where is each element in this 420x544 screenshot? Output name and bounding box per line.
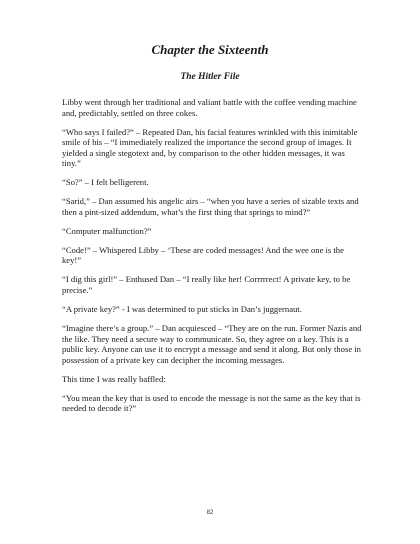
paragraph: “Code!” – Whispered Libby – ‘These are coded messages! And the wee one is the key!” [62, 244, 344, 266]
section-title: The Hitler File [180, 72, 240, 82]
chapter-title: Chapter the Sixteenth [151, 42, 269, 57]
paragraph: “Sarid,” – Dan assumed his angelic airs – “when you have a series of sizable texts and then a pint-sized addendum, what’s the first thing that springs to mind?” [62, 196, 359, 217]
paragraph: “Computer malfunction?” [62, 225, 152, 236]
paragraph: “I dig this girl!” – Enthused Dan – “I really like her! Corrrrrect! A private key, to be precise.” [62, 274, 351, 296]
paragraph: “Who says I failed?” – Repeated Dan, his facial features wrinkled with this inimitable smile of his – “I immediately realized the importance the second group of images. It yielded a single stegotext and, by comparison to the other hidden messages, it was tiny.” [62, 126, 358, 169]
paragraph: Libby went through her traditional and valiant battle with the coffee vending machine and, predictably, settled on three cokes. [62, 97, 357, 118]
page-number: 82 [206, 510, 214, 516]
paragraph: This time I was really baffled: [62, 373, 166, 384]
paragraph: “Imagine there’s a group.” – Dan acquiesced – “They are on the run. Former Nazis and the like. They need a secure way to communicate. So, they agree on a key. This is a public key. Anyone can use it to encrypt a message and send it along. But only those in possession of a private key can decipher the incoming messages. [62, 323, 362, 365]
paragraph: “A private key?” - I was determined to put sticks in Dan’s juggernaut. [62, 304, 302, 315]
paragraph: “You mean the key that is used to encode the message is not the same as the key that is needed to decode it?” [62, 392, 361, 414]
body-text [62, 97, 362, 422]
paragraph: “So?” – I felt belligerent. [62, 177, 149, 188]
